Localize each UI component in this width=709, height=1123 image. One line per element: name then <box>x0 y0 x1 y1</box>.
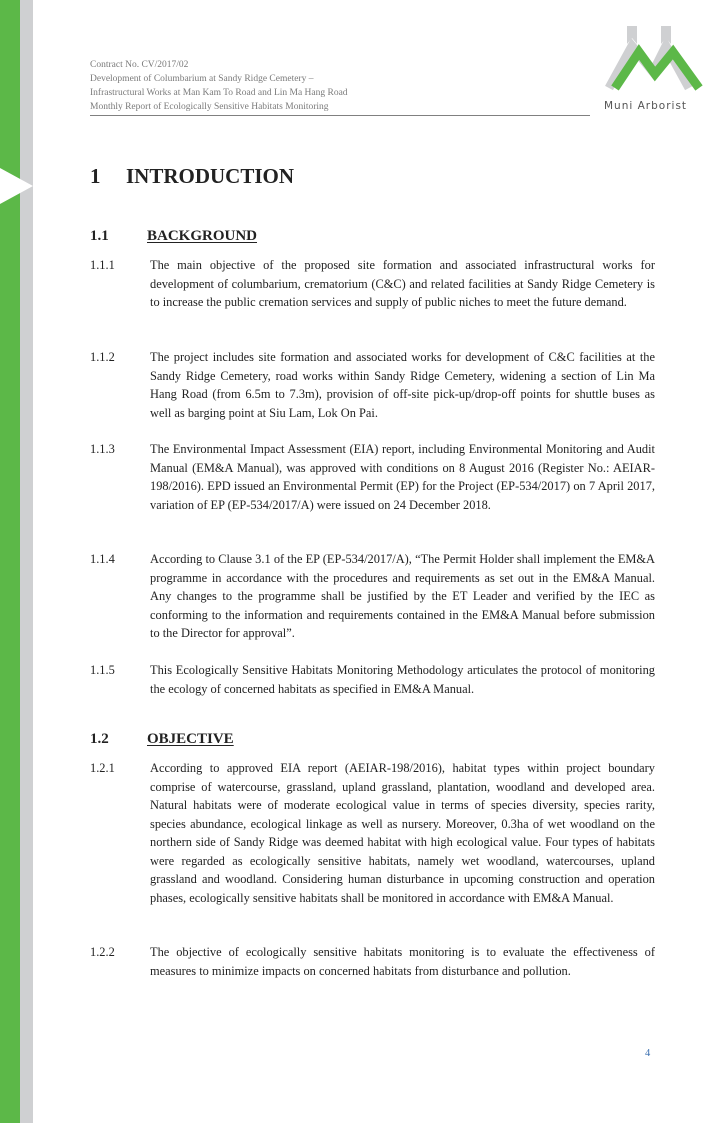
chapter-title: INTRODUCTION <box>126 164 295 188</box>
paragraph <box>90 759 655 907</box>
logo-text: Muni Arborist <box>604 100 688 112</box>
paragraph-text: According to approved EIA report (AEIAR-198/2016), habitat types within project boundary comprise of watercourse, grassland, upland grassland, plantation, woodland and developed area. Natural habitats were of moderate ecological value in terms of species diversity, species rarity, species abundance, ecological linkage as well as nursery. Moreover, 0.3ha of wet woodland on the northern side of Sandy Ridge was deemed habitat with high ecological value. Four types of habitats were regarded as ecologically sensitive habitats, namely wet woodland, watercourses, upland grassland and woodland. Considering human disturbance in upcoming construction and operation phases, ecologically sensitive habitats shall be monitored in accordance with EM&A Manual. <box>150 761 655 905</box>
section-number: 1.1 <box>90 228 109 244</box>
section-heading <box>90 731 234 748</box>
header-divider <box>90 115 590 116</box>
company-logo <box>600 24 709 120</box>
paragraph-number: 1.1.2 <box>90 350 115 364</box>
header-line: Development of Columbarium at Sandy Ridge Cemetery – <box>90 74 314 84</box>
paragraph <box>90 550 655 643</box>
header-line: Monthly Report of Ecologically Sensitive Habitats Monitoring <box>90 102 329 112</box>
paragraph <box>90 256 655 312</box>
paragraph-number: 1.2.2 <box>90 945 115 959</box>
header-line: Infrastructural Works at Man Kam To Road and Lin Ma Hang Road <box>90 88 348 98</box>
chapter-heading <box>90 164 294 189</box>
document-header <box>90 58 590 114</box>
paragraph-number: 1.2.1 <box>90 761 115 775</box>
muni-arborist-logo-icon <box>605 24 705 94</box>
paragraph <box>90 440 655 514</box>
paragraph <box>90 661 655 698</box>
paragraph-number: 1.1.4 <box>90 552 115 566</box>
section-title: BACKGROUND <box>147 228 258 244</box>
paragraph <box>90 943 655 980</box>
paragraph-text: The objective of ecologically sensitive habitats monitoring is to evaluate the effectiveness of measures to minimize impacts on concerned habitats from disturbance and pollution. <box>150 945 655 978</box>
paragraph-text: The project includes site formation and associated works for development of C&C facilities at the Sandy Ridge Cemetery, road works within Sandy Ridge Cemetery, widening a section of Lin Ma Hang Road (from 6.5m to 7.3m), provision of off-site pick-up/drop-off points for shuttle buses as well as barging point at Siu Lam, Lok On Pai. <box>150 350 655 420</box>
side-notch-marker <box>0 0 50 1123</box>
chapter-number: 1 <box>90 164 101 188</box>
paragraph-text: This Ecologically Sensitive Habitats Monitoring Methodology articulates the protocol of monitoring the ecology of concerned habitats as specified in EM&A Manual. <box>150 663 655 696</box>
paragraph-number: 1.1.5 <box>90 663 115 677</box>
paragraph-number: 1.1.1 <box>90 258 115 272</box>
paragraph-text: According to Clause 3.1 of the EP (EP-534/2017/A), “The Permit Holder shall implement the EM&A programme in accordance with the procedures and requirements as set out in the EM&A Manual. Any changes to the programme shall be justified by the ET Leader and verified by the IEC as conforming to the information and requirements contained in the EM&A Manual before submission to the Director for approval”. <box>150 552 655 640</box>
section-number: 1.2 <box>90 731 109 747</box>
paragraph-number: 1.1.3 <box>90 442 115 456</box>
section-title: OBJECTIVE <box>147 731 234 747</box>
header-line: Contract No. CV/2017/02 <box>90 60 189 70</box>
paragraph <box>90 348 655 422</box>
section-heading <box>90 228 257 245</box>
page-number: 4 <box>645 1048 651 1059</box>
paragraph-text: The Environmental Impact Assessment (EIA) report, including Environmental Monitoring and Audit Manual (EM&A Manual), was approved with conditions on 8 August 2016 (Register No.: AEIAR-198/2016). EPD issued an Environmental Permit (EP) for the Project (EP-534/2017) on 7 April 2017, variation of EP (EP-534/2017/A) were issued on 24 December 2018. <box>150 442 655 512</box>
paragraph-text: The main objective of the proposed site formation and associated infrastructural works for development of columbarium, crematorium (C&C) and related facilities at Sandy Ridge Cemetery is to increase the public cremation services and supply of public niches to meet the future demand. <box>150 258 655 309</box>
